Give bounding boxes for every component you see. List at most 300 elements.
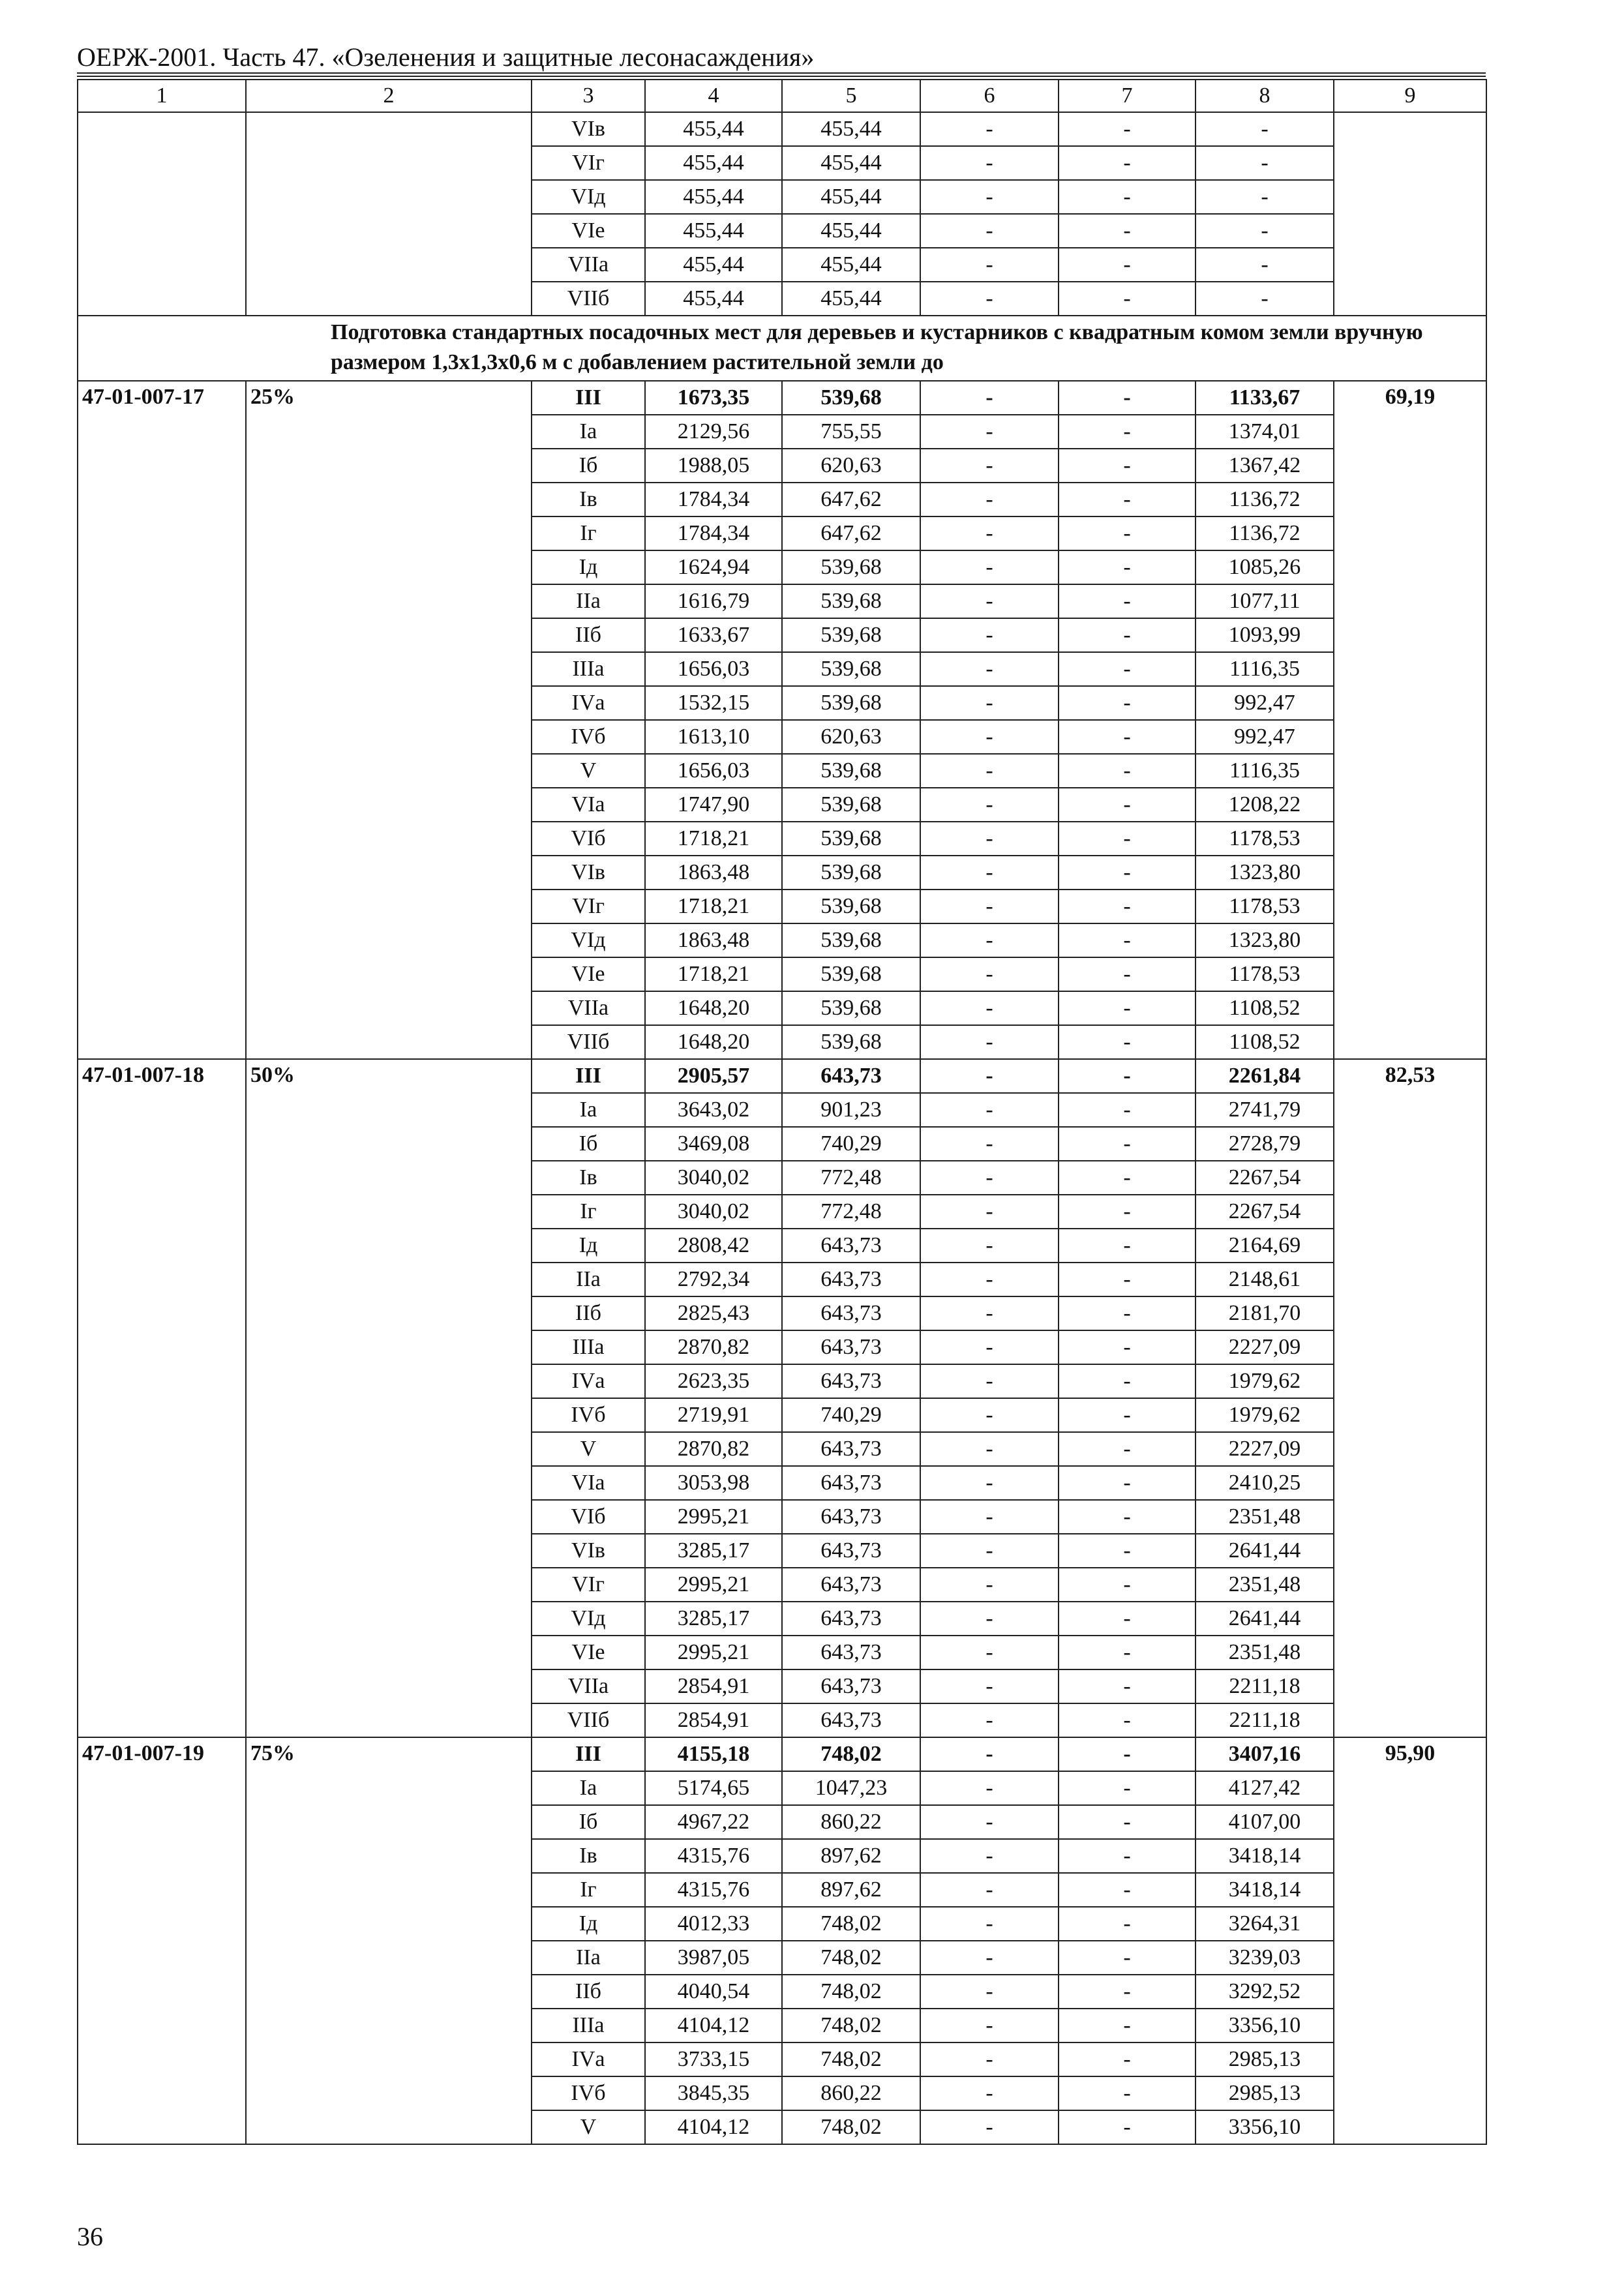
value-cell-c8: 1374,01 [1195,415,1334,449]
zone-cell: Iв [532,1161,645,1195]
value-cell-c7: - [1059,856,1195,890]
value-cell-c6: - [920,1330,1059,1364]
value-cell-c4: 2792,34 [645,1263,782,1296]
value-cell-c4: 1616,79 [645,584,782,618]
value-cell-c6: - [920,1907,1059,1941]
value-cell-c7: - [1059,754,1195,788]
zone-cell: VIв [532,1534,645,1568]
value-cell-c8: 2351,48 [1195,1500,1334,1534]
value-cell-c6: - [920,618,1059,652]
value-cell-c5: 643,73 [782,1534,920,1568]
value-cell-c8: 1108,52 [1195,1025,1334,1059]
value-cell-c4: 4012,33 [645,1907,782,1941]
value-cell-c4: 3469,08 [645,1127,782,1161]
mat-cell: 82,53 [1334,1059,1486,1737]
value-cell-c5: 539,68 [782,957,920,991]
value-cell-c7: - [1059,1398,1195,1432]
value-cell-c6: - [920,1703,1059,1737]
value-cell-c6: - [920,449,1059,483]
value-cell-c6: - [920,686,1059,720]
value-cell-c6: - [920,1229,1059,1263]
value-cell-c6: - [920,2110,1059,2144]
section-title: Подготовка стандартных посадочных мест для деревьев и кустарников с квадратным комом земли вручную размером 1,3х1,3х0,6 м с добавлением растительной земли до [78,316,1486,381]
value-cell-c5: 539,68 [782,991,920,1025]
value-cell-c8: 1085,26 [1195,550,1334,584]
value-cell-c5: 643,73 [782,1636,920,1669]
value-cell-c7: - [1059,1568,1195,1602]
value-cell-c4: 2623,35 [645,1364,782,1398]
value-cell-c5: 860,22 [782,2076,920,2110]
desc-cell: 25% [246,381,532,1059]
value-cell-c8: 1093,99 [1195,618,1334,652]
value-cell-c5: 455,44 [782,248,920,282]
value-cell-c8: 2351,48 [1195,1568,1334,1602]
value-cell-c5: 643,73 [782,1229,920,1263]
value-cell-c8: 1979,62 [1195,1364,1334,1398]
value-cell-c8: 3292,52 [1195,1975,1334,2009]
zone-cell: III [532,1059,645,1093]
value-cell-c8: 992,47 [1195,686,1334,720]
value-cell-c6: - [920,1737,1059,1771]
zone-cell: Iв [532,483,645,516]
value-cell-c7: - [1059,1636,1195,1669]
value-cell-c8: 2267,54 [1195,1161,1334,1195]
zone-cell: VIIа [532,248,645,282]
value-cell-c5: 860,22 [782,1805,920,1839]
value-cell-c4: 3053,98 [645,1466,782,1500]
value-cell-c4: 2905,57 [645,1059,782,1093]
zone-cell: VIIа [532,991,645,1025]
value-cell-c8: 2985,13 [1195,2042,1334,2076]
value-cell-c5: 539,68 [782,1025,920,1059]
value-cell-c6: - [920,1941,1059,1975]
table-row [78,112,1486,146]
code-cell [78,112,246,316]
value-cell-c5: 772,48 [782,1195,920,1229]
value-cell-c4: 2854,91 [645,1669,782,1703]
value-cell-c8: 2351,48 [1195,1636,1334,1669]
value-cell-c8: 2641,44 [1195,1534,1334,1568]
zone-cell: IVб [532,2076,645,2110]
value-cell-c6: - [920,991,1059,1025]
value-cell-c8: 2211,18 [1195,1669,1334,1703]
value-cell-c4: 3040,02 [645,1161,782,1195]
value-cell-c7: - [1059,1500,1195,1534]
value-cell-c7: - [1059,1873,1195,1907]
value-cell-c7: - [1059,1263,1195,1296]
value-cell-c8: 992,47 [1195,720,1334,754]
value-cell-c7: - [1059,890,1195,923]
value-cell-c6: - [920,923,1059,957]
zone-cell: VIг [532,1568,645,1602]
value-cell-c4: 3285,17 [645,1602,782,1636]
value-cell-c8: 1323,80 [1195,923,1334,957]
value-cell-c6: - [920,957,1059,991]
value-cell-c5: 643,73 [782,1703,920,1737]
desc-cell: 75% [246,1737,532,2144]
value-cell-c7: - [1059,2009,1195,2042]
value-cell-c8: 1178,53 [1195,957,1334,991]
column-number: 9 [1334,80,1486,112]
zone-cell: VIв [532,856,645,890]
zone-cell: IIб [532,1975,645,2009]
value-cell-c8: 2728,79 [1195,1127,1334,1161]
value-cell-c6: - [920,1602,1059,1636]
value-cell-c6: - [920,112,1059,146]
value-cell-c6: - [920,282,1059,316]
value-cell-c5: 643,73 [782,1330,920,1364]
value-cell-c4: 4104,12 [645,2009,782,2042]
zone-cell: Iб [532,449,645,483]
value-cell-c5: 455,44 [782,112,920,146]
value-cell-c5: 539,68 [782,923,920,957]
zone-cell: IIа [532,584,645,618]
value-cell-c4: 5174,65 [645,1771,782,1805]
value-cell-c6: - [920,180,1059,214]
zone-cell: VIIб [532,1703,645,1737]
value-cell-c7: - [1059,923,1195,957]
value-cell-c8: - [1195,214,1334,248]
value-cell-c7: - [1059,2042,1195,2076]
value-cell-c4: 4315,76 [645,1839,782,1873]
zone-cell: Iа [532,1771,645,1805]
value-cell-c4: 2825,43 [645,1296,782,1330]
column-number: 8 [1195,80,1334,112]
value-cell-c4: 3040,02 [645,1195,782,1229]
value-cell-c5: 539,68 [782,822,920,856]
value-cell-c8: 3407,16 [1195,1737,1334,1771]
zone-cell: IVа [532,2042,645,2076]
page-header: ОЕРЖ-2001. Часть 47. «Озеленения и защитные лесонасаждения» [77,42,815,72]
value-cell-c5: 740,29 [782,1398,920,1432]
page-number: 36 [77,2222,103,2251]
value-cell-c5: 643,73 [782,1296,920,1330]
value-cell-c4: 2719,91 [645,1398,782,1432]
value-cell-c5: 539,68 [782,788,920,822]
value-cell-c7: - [1059,1432,1195,1466]
code-cell: 47-01-007-17 [78,381,246,1059]
value-cell-c6: - [920,1975,1059,2009]
value-cell-c8: 2741,79 [1195,1093,1334,1127]
zone-cell: Iд [532,550,645,584]
value-cell-c8: 1133,67 [1195,381,1334,415]
value-cell-c6: - [920,1263,1059,1296]
value-cell-c5: 620,63 [782,720,920,754]
value-cell-c5: 643,73 [782,1500,920,1534]
value-cell-c6: - [920,652,1059,686]
value-cell-c8: 1178,53 [1195,890,1334,923]
value-cell-c5: 748,02 [782,2110,920,2144]
desc-cell [246,112,532,316]
value-cell-c7: - [1059,282,1195,316]
value-cell-c6: - [920,214,1059,248]
value-cell-c8: 2985,13 [1195,2076,1334,2110]
value-cell-c8: 1116,35 [1195,652,1334,686]
value-cell-c4: 3285,17 [645,1534,782,1568]
value-cell-c6: - [920,516,1059,550]
value-cell-c7: - [1059,483,1195,516]
value-cell-c5: 539,68 [782,856,920,890]
value-cell-c5: 897,62 [782,1839,920,1873]
value-cell-c5: 643,73 [782,1568,920,1602]
code-cell: 47-01-007-18 [78,1059,246,1737]
value-cell-c7: - [1059,720,1195,754]
zone-cell: III [532,1737,645,1771]
zone-cell: VIе [532,214,645,248]
value-cell-c5: 755,55 [782,415,920,449]
value-cell-c8: 1208,22 [1195,788,1334,822]
column-number: 5 [782,80,920,112]
value-cell-c7: - [1059,146,1195,180]
value-cell-c7: - [1059,415,1195,449]
value-cell-c7: - [1059,214,1195,248]
value-cell-c5: 643,73 [782,1432,920,1466]
value-cell-c8: - [1195,146,1334,180]
value-cell-c4: 2995,21 [645,1568,782,1602]
zone-cell: IIб [532,1296,645,1330]
value-cell-c7: - [1059,1127,1195,1161]
zone-cell: IIб [532,618,645,652]
mat-cell: 69,19 [1334,381,1486,1059]
value-cell-c5: 539,68 [782,754,920,788]
value-cell-c5: 740,29 [782,1127,920,1161]
value-cell-c8: - [1195,112,1334,146]
value-cell-c4: 1747,90 [645,788,782,822]
value-cell-c7: - [1059,584,1195,618]
value-cell-c5: 748,02 [782,1975,920,2009]
value-cell-c8: 1116,35 [1195,754,1334,788]
value-cell-c7: - [1059,1975,1195,2009]
zone-cell: Iб [532,1805,645,1839]
value-cell-c6: - [920,381,1059,415]
value-cell-c4: 3845,35 [645,2076,782,2110]
zone-cell: VIIб [532,282,645,316]
zone-cell: VIд [532,1602,645,1636]
value-cell-c6: - [920,2042,1059,2076]
value-cell-c4: 1784,34 [645,483,782,516]
value-cell-c8: 3264,31 [1195,1907,1334,1941]
value-cell-c6: - [920,1771,1059,1805]
zone-cell: IIа [532,1263,645,1296]
value-cell-c7: - [1059,822,1195,856]
value-cell-c8: 3418,14 [1195,1873,1334,1907]
value-cell-c8: 4107,00 [1195,1805,1334,1839]
value-cell-c4: 1673,35 [645,381,782,415]
value-cell-c4: 2995,21 [645,1636,782,1669]
value-cell-c5: 643,73 [782,1364,920,1398]
zone-cell: Iд [532,1229,645,1263]
value-cell-c6: - [920,1669,1059,1703]
value-cell-c6: - [920,720,1059,754]
zone-cell: IIIа [532,1330,645,1364]
zone-cell: III [532,381,645,415]
value-cell-c6: - [920,1805,1059,1839]
value-cell-c7: - [1059,1839,1195,1873]
value-cell-c7: - [1059,1703,1195,1737]
value-cell-c7: - [1059,1059,1195,1093]
value-cell-c6: - [920,584,1059,618]
value-cell-c5: 539,68 [782,686,920,720]
value-cell-c6: - [920,1093,1059,1127]
value-cell-c5: 772,48 [782,1161,920,1195]
value-cell-c4: 455,44 [645,214,782,248]
value-cell-c6: - [920,1873,1059,1907]
value-cell-c4: 1718,21 [645,957,782,991]
value-cell-c8: 4127,42 [1195,1771,1334,1805]
value-cell-c5: 643,73 [782,1059,920,1093]
value-cell-c4: 1863,48 [645,856,782,890]
value-cell-c7: - [1059,516,1195,550]
desc-cell: 50% [246,1059,532,1737]
zone-cell: VIIа [532,1669,645,1703]
value-cell-c8: 1367,42 [1195,449,1334,483]
value-cell-c8: 1077,11 [1195,584,1334,618]
value-cell-c8: 1979,62 [1195,1398,1334,1432]
value-cell-c6: - [920,1839,1059,1873]
column-number: 2 [246,80,532,112]
value-cell-c6: - [920,1568,1059,1602]
zone-cell: IVб [532,720,645,754]
value-cell-c8: 3418,14 [1195,1839,1334,1873]
value-cell-c4: 4104,12 [645,2110,782,2144]
value-cell-c5: 455,44 [782,282,920,316]
value-cell-c6: - [920,754,1059,788]
value-cell-c8: 2227,09 [1195,1432,1334,1466]
zone-cell: VIе [532,1636,645,1669]
value-cell-c5: 647,62 [782,516,920,550]
value-cell-c4: 2129,56 [645,415,782,449]
mat-cell: 95,90 [1334,1737,1486,2144]
value-cell-c5: 1047,23 [782,1771,920,1805]
value-cell-c5: 539,68 [782,550,920,584]
zone-cell: IVб [532,1398,645,1432]
value-cell-c4: 4315,76 [645,1873,782,1907]
zone-cell: Iг [532,1195,645,1229]
value-cell-c5: 748,02 [782,1907,920,1941]
value-cell-c5: 539,68 [782,890,920,923]
column-number: 6 [920,80,1059,112]
zone-cell: IIIа [532,652,645,686]
value-cell-c5: 455,44 [782,146,920,180]
value-cell-c7: - [1059,1534,1195,1568]
value-cell-c4: 1532,15 [645,686,782,720]
value-cell-c5: 748,02 [782,1941,920,1975]
value-cell-c7: - [1059,112,1195,146]
value-cell-c7: - [1059,1669,1195,1703]
value-cell-c6: - [920,1432,1059,1466]
value-cell-c7: - [1059,1737,1195,1771]
table-body [78,80,1486,2144]
value-cell-c4: 1656,03 [645,754,782,788]
value-cell-c5: 897,62 [782,1873,920,1907]
value-cell-c6: - [920,788,1059,822]
value-cell-c4: 2870,82 [645,1432,782,1466]
value-cell-c8: 3356,10 [1195,2110,1334,2144]
table-row [78,381,1486,415]
value-cell-c6: - [920,1161,1059,1195]
value-cell-c4: 455,44 [645,112,782,146]
zone-cell: IVа [532,1364,645,1398]
value-cell-c7: - [1059,1941,1195,1975]
zone-cell: VIд [532,180,645,214]
value-cell-c6: - [920,1500,1059,1534]
value-cell-c7: - [1059,2110,1195,2144]
value-cell-c6: - [920,1127,1059,1161]
value-cell-c8: 1136,72 [1195,516,1334,550]
zone-cell: VIг [532,146,645,180]
zone-cell: VIIб [532,1025,645,1059]
zone-cell: Iб [532,1127,645,1161]
value-cell-c7: - [1059,449,1195,483]
value-cell-c7: - [1059,550,1195,584]
value-cell-c5: 748,02 [782,1737,920,1771]
value-cell-c6: - [920,856,1059,890]
section-heading-row [78,316,1486,381]
value-cell-c6: - [920,890,1059,923]
value-cell-c5: 539,68 [782,618,920,652]
zone-cell: VIа [532,788,645,822]
value-cell-c8: - [1195,180,1334,214]
value-cell-c6: - [920,822,1059,856]
zone-cell: VIб [532,822,645,856]
value-cell-c4: 1784,34 [645,516,782,550]
value-cell-c7: - [1059,381,1195,415]
value-cell-c4: 4155,18 [645,1737,782,1771]
value-cell-c5: 455,44 [782,180,920,214]
value-cell-c4: 455,44 [645,282,782,316]
value-cell-c6: - [920,1636,1059,1669]
value-cell-c7: - [1059,1907,1195,1941]
value-cell-c8: 2641,44 [1195,1602,1334,1636]
zone-cell: Iд [532,1907,645,1941]
value-cell-c7: - [1059,248,1195,282]
zone-cell: VIд [532,923,645,957]
value-cell-c5: 643,73 [782,1263,920,1296]
value-cell-c7: - [1059,788,1195,822]
zone-cell: V [532,1432,645,1466]
value-cell-c4: 1718,21 [645,890,782,923]
value-cell-c7: - [1059,1229,1195,1263]
value-cell-c7: - [1059,1025,1195,1059]
column-number: 1 [78,80,246,112]
value-cell-c8: 3356,10 [1195,2009,1334,2042]
value-cell-c5: 748,02 [782,2042,920,2076]
value-cell-c4: 4040,54 [645,1975,782,2009]
value-cell-c5: 901,23 [782,1093,920,1127]
zone-cell: Iг [532,516,645,550]
value-cell-c7: - [1059,1161,1195,1195]
zone-cell: VIв [532,112,645,146]
zone-cell: Iа [532,415,645,449]
column-number-row [78,80,1486,112]
header-rule [77,72,1486,74]
zone-cell: VIб [532,1500,645,1534]
value-cell-c7: - [1059,957,1195,991]
zone-cell: IIIа [532,2009,645,2042]
value-cell-c8: - [1195,248,1334,282]
value-cell-c4: 455,44 [645,146,782,180]
value-cell-c7: - [1059,991,1195,1025]
value-cell-c4: 1648,20 [645,1025,782,1059]
value-cell-c6: - [920,146,1059,180]
table-row [78,1737,1486,1771]
value-cell-c7: - [1059,1364,1195,1398]
value-cell-c4: 3987,05 [645,1941,782,1975]
value-cell-c6: - [920,483,1059,516]
code-cell: 47-01-007-19 [78,1737,246,2144]
value-cell-c5: 620,63 [782,449,920,483]
column-number: 7 [1059,80,1195,112]
